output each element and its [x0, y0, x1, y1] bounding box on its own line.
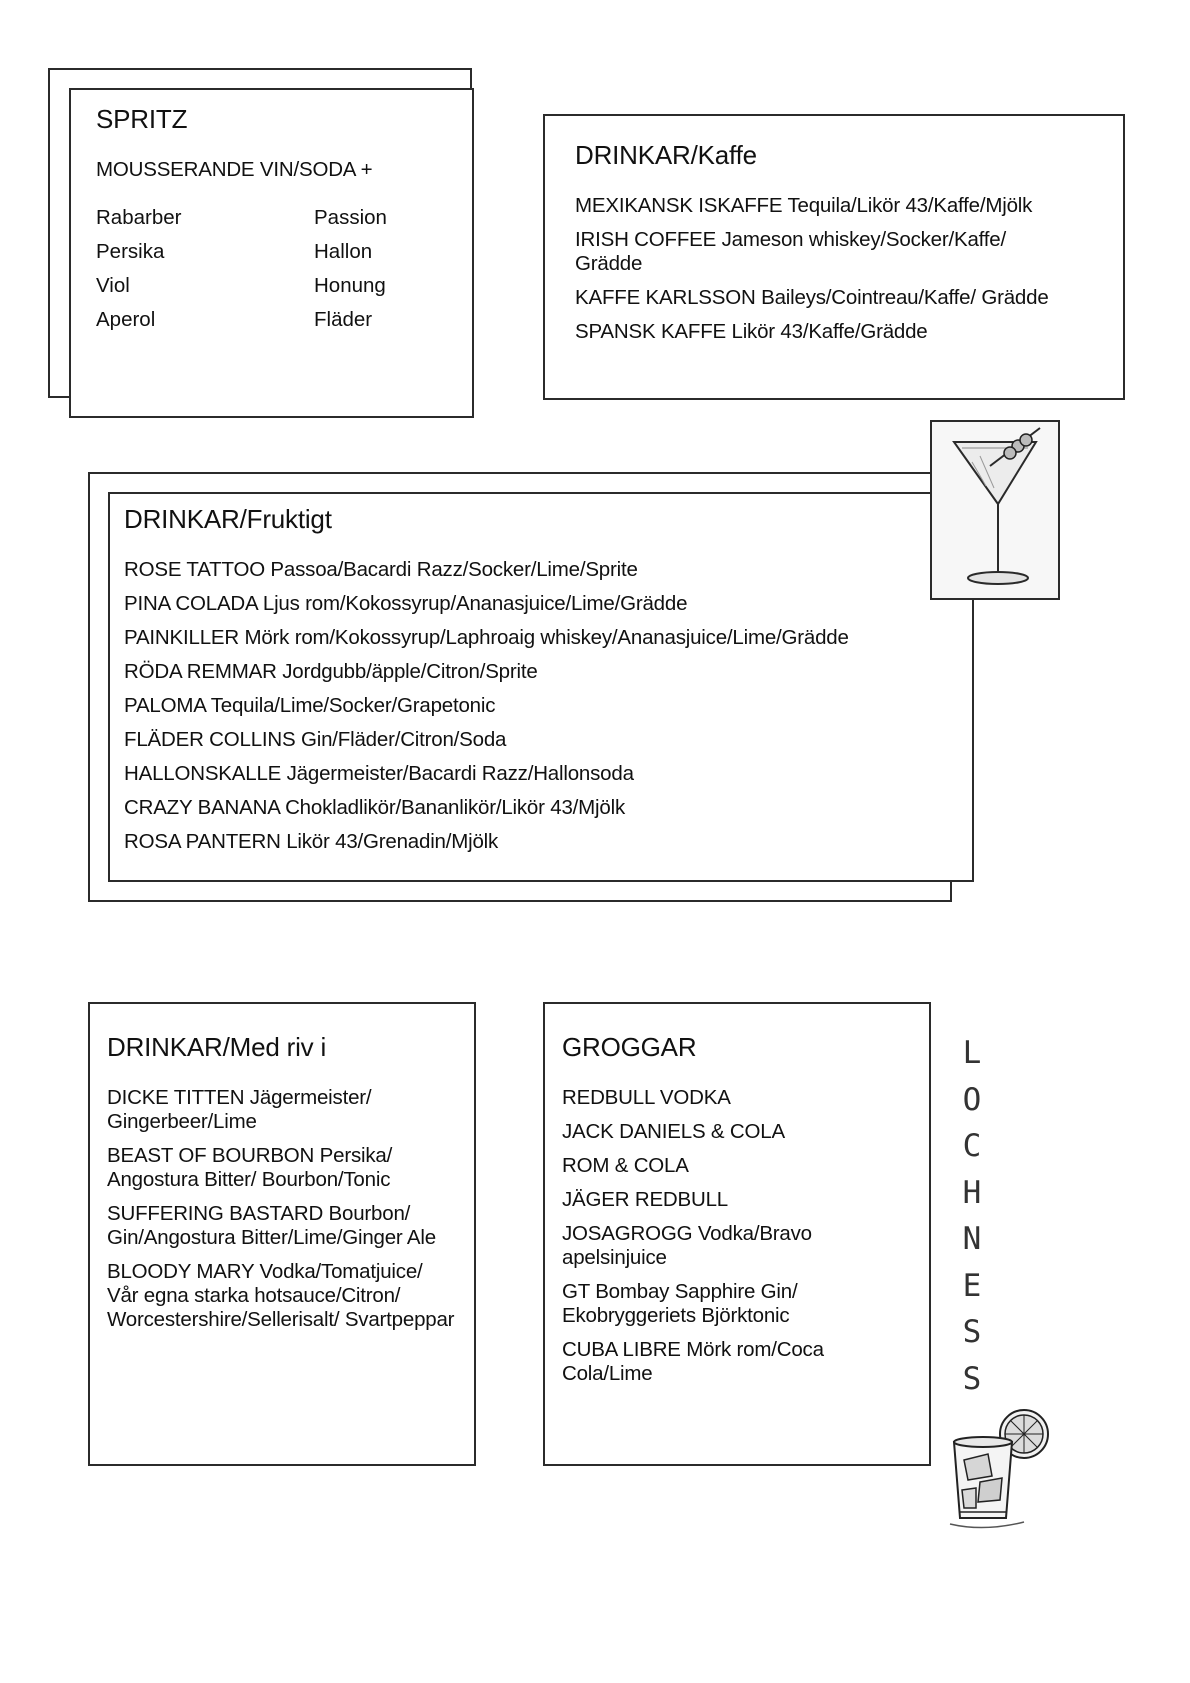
kaffe-item: KAFFE KARLSSON Baileys/Cointreau/Kaffe/ Grädde	[575, 286, 1049, 309]
groggar-item: JOSAGROGG Vodka/Bravo apelsinjuice	[562, 1222, 812, 1269]
kaffe-card	[543, 114, 1125, 400]
fruktigt-item: PAINKILLER Mörk rom/Kokossyrup/Laphroaig whiskey/Ananasjuice/Lime/Grädde	[124, 626, 849, 649]
spritz-flavor: Rabarber	[96, 206, 182, 229]
fruktigt-item: CRAZY BANANA Chokladlikör/Bananlikör/Likör 43/Mjölk	[124, 796, 625, 819]
groggar-title: GROGGAR	[562, 1032, 697, 1062]
fruktigt-item: PALOMA Tequila/Lime/Socker/Grapetonic	[124, 694, 496, 717]
fruktigt-item: ROSA PANTERN Likör 43/Grenadin/Mjölk	[124, 830, 499, 853]
kaffe-item: MEXIKANSK ISKAFFE Tequila/Likör 43/Kaffe/Mjölk	[575, 194, 1033, 217]
fruktigt-item: RÖDA REMMAR Jordgubb/äpple/Citron/Sprite	[124, 660, 538, 683]
medriv-item: DICKE TITTEN Jägermeister/ Gingerbeer/Lime	[107, 1086, 372, 1133]
spritz-title: SPRITZ	[96, 104, 188, 134]
kaffe-item: IRISH COFFEE Jameson whiskey/Socker/Kaffe/ Grädde	[575, 228, 1006, 275]
groggar-item: CUBA LIBRE Mörk rom/Coca Cola/Lime	[562, 1338, 824, 1385]
spritz-flavor: Honung	[314, 274, 386, 297]
brand-vertical-name	[952, 1030, 992, 1402]
spritz-card	[69, 88, 474, 418]
fruktigt-title: DRINKAR/Fruktigt	[124, 504, 332, 534]
brand-letter: C	[962, 1128, 982, 1164]
spritz-flavor: Aperol	[96, 308, 156, 331]
cocktail-tumbler-icon	[944, 1404, 1056, 1532]
groggar-item: JACK DANIELS & COLA	[562, 1120, 785, 1143]
spritz-flavor: Persika	[96, 240, 165, 263]
medriv-card	[88, 1002, 476, 1466]
fruktigt-item: ROSE TATTOO Passoa/Bacardi Razz/Socker/Lime/Sprite	[124, 558, 638, 581]
brand-letter: O	[962, 1081, 982, 1118]
kaffe-title: DRINKAR/Kaffe	[575, 140, 757, 170]
medriv-list	[107, 1086, 457, 1342]
medriv-item: BLOODY MARY Vodka/Tomatjuice/ Vår egna starka hotsauce/Citron/ Worcestershire/Sellerisalt/ Svartpeppar	[107, 1260, 455, 1331]
spritz-flavor: Fläder	[314, 308, 373, 331]
brand-letter: S	[962, 1360, 982, 1397]
medriv-title: DRINKAR/Med riv i	[107, 1032, 327, 1062]
fruktigt-card	[108, 492, 974, 882]
brand-letter: E	[962, 1267, 982, 1304]
brand-letter: N	[962, 1221, 982, 1257]
spritz-flavor: Viol	[96, 274, 130, 297]
spritz-flavor: Passion	[314, 206, 387, 229]
kaffe-item: SPANSK KAFFE Likör 43/Kaffe/Grädde	[575, 320, 928, 343]
spritz-subtitle: MOUSSERANDE VIN/SODA +	[96, 158, 373, 181]
groggar-list	[562, 1086, 892, 1396]
kaffe-list	[575, 194, 1095, 354]
groggar-card	[543, 1002, 931, 1466]
groggar-item: ROM & COLA	[562, 1154, 689, 1177]
fruktigt-item: PINA COLADA Ljus rom/Kokossyrup/Ananasjuice/Lime/Grädde	[124, 592, 688, 615]
fruktigt-item: FLÄDER COLLINS Gin/Fläder/Citron/Soda	[124, 728, 507, 751]
martini-glass-icon	[932, 422, 1058, 598]
fruktigt-list	[124, 558, 964, 864]
groggar-item: JÄGER REDBULL	[562, 1188, 729, 1211]
groggar-item: GT Bombay Sapphire Gin/ Ekobryggeriets Björktonic	[562, 1280, 798, 1327]
martini-illustration-frame	[930, 420, 1060, 600]
spritz-flavor-grid	[96, 206, 474, 332]
groggar-item: REDBULL VODKA	[562, 1086, 731, 1109]
medriv-item: BEAST OF BOURBON Persika/ Angostura Bitter/ Bourbon/Tonic	[107, 1144, 393, 1191]
brand-letter: H	[962, 1174, 982, 1211]
spritz-flavor: Hallon	[314, 240, 373, 263]
brand-letter: L	[962, 1035, 982, 1071]
fruktigt-item: HALLONSKALLE Jägermeister/Bacardi Razz/Hallonsoda	[124, 762, 634, 785]
medriv-item: SUFFERING BASTARD Bourbon/ Gin/Angostura Bitter/Lime/Ginger Ale	[107, 1202, 436, 1249]
brand-letter: S	[962, 1314, 982, 1350]
